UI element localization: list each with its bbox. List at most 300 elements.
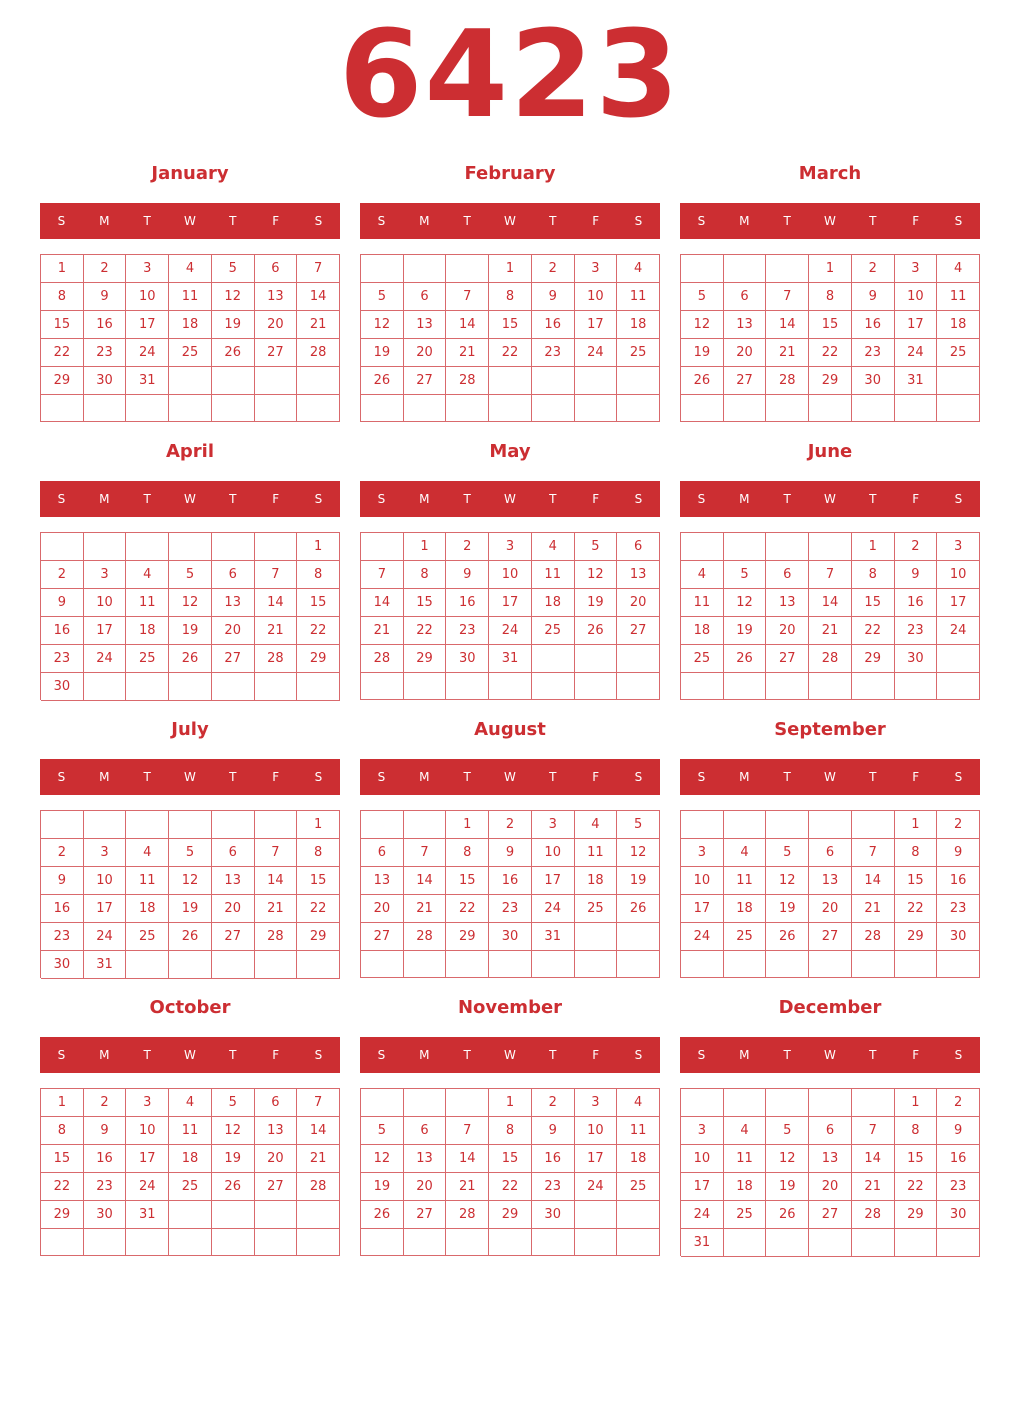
empty-cell bbox=[297, 1229, 340, 1256]
day-cell: 14 bbox=[766, 311, 809, 339]
day-cell: 13 bbox=[212, 867, 255, 895]
day-cell: 13 bbox=[404, 311, 447, 339]
day-cell: 10 bbox=[681, 1145, 724, 1173]
weekday-label: S bbox=[697, 770, 706, 784]
empty-cell bbox=[617, 1201, 660, 1229]
day-cell: 4 bbox=[724, 1117, 767, 1145]
day-cell: 19 bbox=[575, 589, 618, 617]
day-cell: 25 bbox=[126, 923, 169, 951]
empty-cell bbox=[489, 1229, 532, 1256]
day-cell: 5 bbox=[681, 283, 724, 311]
empty-cell bbox=[575, 923, 618, 951]
day-cell: 10 bbox=[126, 1117, 169, 1145]
day-cell: 26 bbox=[766, 1201, 809, 1229]
day-cell: 25 bbox=[126, 645, 169, 673]
day-cell: 25 bbox=[617, 339, 660, 367]
day-cell: 16 bbox=[937, 867, 980, 895]
day-cell: 6 bbox=[212, 839, 255, 867]
day-grid bbox=[360, 254, 660, 422]
day-cell: 4 bbox=[169, 255, 212, 283]
empty-cell bbox=[852, 811, 895, 839]
empty-cell bbox=[681, 673, 724, 700]
weekday-label: T bbox=[869, 214, 877, 228]
day-cell: 12 bbox=[212, 283, 255, 311]
weekday-label: S bbox=[634, 1048, 643, 1062]
day-cell: 11 bbox=[724, 867, 767, 895]
day-cell: 9 bbox=[84, 283, 127, 311]
day-cell: 19 bbox=[361, 339, 404, 367]
day-cell: 19 bbox=[766, 1173, 809, 1201]
empty-cell bbox=[361, 1229, 404, 1256]
day-cell: 19 bbox=[169, 617, 212, 645]
day-cell: 2 bbox=[84, 255, 127, 283]
weekday-label: T bbox=[229, 492, 237, 506]
day-cell: 30 bbox=[937, 1201, 980, 1229]
day-cell: 17 bbox=[681, 895, 724, 923]
day-cell: 27 bbox=[255, 339, 298, 367]
day-cell: 16 bbox=[84, 311, 127, 339]
day-cell: 1 bbox=[895, 811, 938, 839]
day-cell: 28 bbox=[404, 923, 447, 951]
day-cell: 7 bbox=[255, 561, 298, 589]
day-cell: 19 bbox=[724, 617, 767, 645]
empty-cell bbox=[169, 1229, 212, 1256]
weekday-header bbox=[680, 481, 980, 517]
day-cell: 23 bbox=[84, 339, 127, 367]
empty-cell bbox=[681, 1089, 724, 1117]
empty-cell bbox=[255, 811, 298, 839]
day-cell: 12 bbox=[681, 311, 724, 339]
empty-cell bbox=[766, 1229, 809, 1257]
day-cell: 13 bbox=[255, 1117, 298, 1145]
day-cell: 6 bbox=[255, 255, 298, 283]
empty-cell bbox=[766, 951, 809, 978]
day-cell: 27 bbox=[766, 645, 809, 673]
day-cell: 4 bbox=[126, 561, 169, 589]
day-cell: 12 bbox=[617, 839, 660, 867]
day-cell: 29 bbox=[41, 1201, 84, 1229]
day-cell: 28 bbox=[255, 923, 298, 951]
day-cell: 2 bbox=[532, 1089, 575, 1117]
day-cell: 23 bbox=[446, 617, 489, 645]
day-cell: 17 bbox=[489, 589, 532, 617]
day-cell: 20 bbox=[809, 1173, 852, 1201]
day-cell: 2 bbox=[41, 561, 84, 589]
day-cell: 20 bbox=[724, 339, 767, 367]
day-cell: 25 bbox=[617, 1173, 660, 1201]
day-cell: 28 bbox=[809, 645, 852, 673]
weekday-label: W bbox=[184, 492, 196, 506]
empty-cell bbox=[41, 533, 84, 561]
day-cell: 22 bbox=[852, 617, 895, 645]
empty-cell bbox=[169, 395, 212, 422]
day-cell: 21 bbox=[852, 1173, 895, 1201]
month-name: June bbox=[807, 441, 853, 462]
day-cell: 13 bbox=[255, 283, 298, 311]
day-cell: 9 bbox=[937, 839, 980, 867]
month-name: October bbox=[149, 997, 231, 1018]
day-cell: 9 bbox=[41, 867, 84, 895]
day-cell: 2 bbox=[532, 255, 575, 283]
empty-cell bbox=[575, 395, 618, 422]
day-cell: 1 bbox=[41, 1089, 84, 1117]
day-cell: 14 bbox=[255, 589, 298, 617]
day-cell: 7 bbox=[404, 839, 447, 867]
day-cell: 7 bbox=[809, 561, 852, 589]
day-cell: 19 bbox=[361, 1173, 404, 1201]
weekday-label: F bbox=[592, 770, 600, 784]
day-cell: 25 bbox=[937, 339, 980, 367]
day-cell: 11 bbox=[169, 1117, 212, 1145]
day-cell: 16 bbox=[532, 1145, 575, 1173]
empty-cell bbox=[852, 951, 895, 978]
day-cell: 10 bbox=[489, 561, 532, 589]
empty-cell bbox=[617, 367, 660, 395]
day-cell: 29 bbox=[852, 645, 895, 673]
day-cell: 15 bbox=[41, 311, 84, 339]
day-cell: 17 bbox=[575, 1145, 618, 1173]
day-cell: 29 bbox=[297, 923, 340, 951]
weekday-label: T bbox=[229, 770, 237, 784]
day-cell: 6 bbox=[361, 839, 404, 867]
empty-cell bbox=[169, 951, 212, 979]
day-cell: 11 bbox=[937, 283, 980, 311]
day-cell: 20 bbox=[255, 1145, 298, 1173]
empty-cell bbox=[489, 367, 532, 395]
day-grid bbox=[40, 1088, 340, 1256]
weekday-header bbox=[40, 481, 340, 517]
day-cell: 10 bbox=[84, 867, 127, 895]
empty-cell bbox=[169, 1201, 212, 1229]
weekday-label: M bbox=[739, 1048, 750, 1062]
day-cell: 24 bbox=[937, 617, 980, 645]
day-cell: 19 bbox=[212, 311, 255, 339]
empty-cell bbox=[809, 673, 852, 700]
empty-cell bbox=[361, 533, 404, 561]
empty-cell bbox=[41, 811, 84, 839]
day-cell: 23 bbox=[852, 339, 895, 367]
day-cell: 6 bbox=[404, 1117, 447, 1145]
weekday-label: W bbox=[504, 770, 516, 784]
empty-cell bbox=[255, 367, 298, 395]
day-cell: 9 bbox=[446, 561, 489, 589]
empty-cell bbox=[446, 673, 489, 700]
empty-cell bbox=[212, 673, 255, 701]
day-cell: 20 bbox=[361, 895, 404, 923]
day-cell: 23 bbox=[532, 1173, 575, 1201]
day-cell: 10 bbox=[937, 561, 980, 589]
day-cell: 21 bbox=[809, 617, 852, 645]
day-cell: 12 bbox=[766, 1145, 809, 1173]
empty-cell bbox=[766, 811, 809, 839]
weekday-label: S bbox=[954, 214, 963, 228]
weekday-label: W bbox=[824, 492, 836, 506]
day-cell: 13 bbox=[404, 1145, 447, 1173]
day-cell: 8 bbox=[895, 839, 938, 867]
empty-cell bbox=[212, 395, 255, 422]
empty-cell bbox=[937, 673, 980, 700]
day-cell: 11 bbox=[532, 561, 575, 589]
day-cell: 3 bbox=[575, 1089, 618, 1117]
day-cell: 20 bbox=[212, 895, 255, 923]
empty-cell bbox=[126, 533, 169, 561]
day-cell: 9 bbox=[852, 283, 895, 311]
day-cell: 20 bbox=[255, 311, 298, 339]
day-cell: 3 bbox=[532, 811, 575, 839]
weekday-header bbox=[360, 759, 660, 795]
weekday-label: T bbox=[783, 214, 791, 228]
month-name: September bbox=[774, 719, 886, 740]
weekday-label: T bbox=[143, 1048, 151, 1062]
weekday-label: T bbox=[143, 770, 151, 784]
day-cell: 29 bbox=[297, 645, 340, 673]
day-cell: 2 bbox=[41, 839, 84, 867]
empty-cell bbox=[297, 1201, 340, 1229]
empty-cell bbox=[809, 1089, 852, 1117]
day-cell: 18 bbox=[937, 311, 980, 339]
month-name: December bbox=[778, 997, 882, 1018]
weekday-label: S bbox=[314, 492, 323, 506]
empty-cell bbox=[895, 395, 938, 422]
day-cell: 18 bbox=[724, 1173, 767, 1201]
weekday-label: F bbox=[592, 1048, 600, 1062]
day-cell: 15 bbox=[852, 589, 895, 617]
weekday-label: M bbox=[419, 214, 430, 228]
empty-cell bbox=[617, 923, 660, 951]
empty-cell bbox=[446, 1229, 489, 1256]
day-cell: 21 bbox=[404, 895, 447, 923]
day-cell: 29 bbox=[404, 645, 447, 673]
empty-cell bbox=[852, 395, 895, 422]
day-cell: 24 bbox=[532, 895, 575, 923]
day-cell: 28 bbox=[852, 1201, 895, 1229]
day-cell: 26 bbox=[212, 1173, 255, 1201]
day-cell: 14 bbox=[809, 589, 852, 617]
day-cell: 26 bbox=[361, 1201, 404, 1229]
day-cell: 28 bbox=[361, 645, 404, 673]
day-cell: 23 bbox=[937, 1173, 980, 1201]
empty-cell bbox=[532, 367, 575, 395]
day-cell: 9 bbox=[895, 561, 938, 589]
year-title: 6423 bbox=[339, 6, 681, 145]
day-cell: 12 bbox=[169, 867, 212, 895]
empty-cell bbox=[937, 1229, 980, 1257]
weekday-label: T bbox=[463, 214, 471, 228]
day-cell: 22 bbox=[489, 1173, 532, 1201]
day-cell: 31 bbox=[532, 923, 575, 951]
day-cell: 2 bbox=[895, 533, 938, 561]
weekday-label: T bbox=[783, 1048, 791, 1062]
day-cell: 26 bbox=[681, 367, 724, 395]
day-cell: 15 bbox=[297, 867, 340, 895]
day-cell: 12 bbox=[361, 311, 404, 339]
empty-cell bbox=[212, 1229, 255, 1256]
empty-cell bbox=[404, 1089, 447, 1117]
empty-cell bbox=[809, 811, 852, 839]
empty-cell bbox=[361, 811, 404, 839]
day-cell: 4 bbox=[575, 811, 618, 839]
empty-cell bbox=[809, 951, 852, 978]
weekday-label: M bbox=[419, 1048, 430, 1062]
day-cell: 5 bbox=[766, 839, 809, 867]
day-cell: 2 bbox=[937, 811, 980, 839]
day-cell: 11 bbox=[169, 283, 212, 311]
day-cell: 28 bbox=[852, 923, 895, 951]
day-cell: 17 bbox=[126, 1145, 169, 1173]
day-cell: 5 bbox=[169, 839, 212, 867]
day-cell: 26 bbox=[617, 895, 660, 923]
day-cell: 14 bbox=[852, 1145, 895, 1173]
weekday-header bbox=[680, 1037, 980, 1073]
empty-cell bbox=[212, 367, 255, 395]
day-cell: 27 bbox=[255, 1173, 298, 1201]
day-cell: 2 bbox=[937, 1089, 980, 1117]
day-cell: 16 bbox=[937, 1145, 980, 1173]
weekday-label: T bbox=[549, 1048, 557, 1062]
empty-cell bbox=[404, 395, 447, 422]
day-cell: 13 bbox=[809, 1145, 852, 1173]
weekday-label: W bbox=[504, 1048, 516, 1062]
empty-cell bbox=[297, 673, 340, 701]
day-cell: 4 bbox=[617, 1089, 660, 1117]
empty-cell bbox=[575, 367, 618, 395]
weekday-label: F bbox=[272, 214, 280, 228]
month-name: July bbox=[171, 719, 209, 740]
day-cell: 18 bbox=[126, 895, 169, 923]
day-cell: 8 bbox=[895, 1117, 938, 1145]
day-cell: 21 bbox=[446, 339, 489, 367]
day-cell: 27 bbox=[809, 923, 852, 951]
day-cell: 9 bbox=[489, 839, 532, 867]
day-cell: 27 bbox=[617, 617, 660, 645]
weekday-header bbox=[360, 1037, 660, 1073]
empty-cell bbox=[575, 951, 618, 978]
day-cell: 6 bbox=[766, 561, 809, 589]
day-cell: 10 bbox=[84, 589, 127, 617]
day-cell: 22 bbox=[297, 895, 340, 923]
day-cell: 22 bbox=[489, 339, 532, 367]
empty-cell bbox=[766, 673, 809, 700]
day-cell: 26 bbox=[169, 645, 212, 673]
day-cell: 20 bbox=[617, 589, 660, 617]
weekday-label: S bbox=[314, 770, 323, 784]
day-cell: 20 bbox=[809, 895, 852, 923]
day-cell: 30 bbox=[84, 1201, 127, 1229]
day-cell: 3 bbox=[84, 561, 127, 589]
day-cell: 20 bbox=[404, 339, 447, 367]
day-cell: 23 bbox=[489, 895, 532, 923]
empty-cell bbox=[489, 673, 532, 700]
empty-cell bbox=[489, 395, 532, 422]
empty-cell bbox=[404, 811, 447, 839]
month-name: March bbox=[798, 163, 862, 184]
day-cell: 5 bbox=[361, 283, 404, 311]
empty-cell bbox=[895, 1229, 938, 1257]
day-cell: 12 bbox=[361, 1145, 404, 1173]
empty-cell bbox=[617, 645, 660, 673]
empty-cell bbox=[575, 673, 618, 700]
weekday-label: S bbox=[377, 1048, 386, 1062]
day-cell: 25 bbox=[532, 617, 575, 645]
weekday-label: T bbox=[549, 492, 557, 506]
day-cell: 1 bbox=[489, 1089, 532, 1117]
day-cell: 19 bbox=[766, 895, 809, 923]
empty-cell bbox=[681, 395, 724, 422]
day-grid bbox=[360, 532, 660, 700]
day-cell: 21 bbox=[852, 895, 895, 923]
day-cell: 15 bbox=[809, 311, 852, 339]
day-cell: 20 bbox=[404, 1173, 447, 1201]
weekday-label: S bbox=[57, 770, 66, 784]
empty-cell bbox=[766, 533, 809, 561]
day-cell: 25 bbox=[724, 1201, 767, 1229]
weekday-label: S bbox=[377, 770, 386, 784]
day-cell: 29 bbox=[446, 923, 489, 951]
empty-cell bbox=[446, 255, 489, 283]
empty-cell bbox=[809, 533, 852, 561]
weekday-label: S bbox=[57, 1048, 66, 1062]
empty-cell bbox=[617, 395, 660, 422]
day-cell: 16 bbox=[84, 1145, 127, 1173]
month-name: January bbox=[151, 163, 229, 184]
day-cell: 25 bbox=[575, 895, 618, 923]
day-cell: 22 bbox=[41, 1173, 84, 1201]
empty-cell bbox=[84, 1229, 127, 1256]
day-cell: 8 bbox=[41, 1117, 84, 1145]
day-cell: 15 bbox=[895, 1145, 938, 1173]
day-cell: 6 bbox=[404, 283, 447, 311]
month-name: May bbox=[489, 441, 531, 462]
empty-cell bbox=[575, 1229, 618, 1256]
day-grid bbox=[360, 810, 660, 978]
day-cell: 14 bbox=[297, 283, 340, 311]
day-grid bbox=[40, 254, 340, 422]
day-grid bbox=[360, 1088, 660, 1256]
empty-cell bbox=[532, 1229, 575, 1256]
day-cell: 1 bbox=[297, 811, 340, 839]
empty-cell bbox=[617, 673, 660, 700]
day-cell: 23 bbox=[41, 923, 84, 951]
empty-cell bbox=[575, 645, 618, 673]
day-cell: 28 bbox=[446, 1201, 489, 1229]
day-cell: 16 bbox=[41, 895, 84, 923]
empty-cell bbox=[41, 395, 84, 422]
empty-cell bbox=[404, 1229, 447, 1256]
day-grid bbox=[680, 532, 980, 700]
weekday-header bbox=[680, 203, 980, 239]
day-cell: 16 bbox=[852, 311, 895, 339]
day-cell: 2 bbox=[489, 811, 532, 839]
weekday-label: T bbox=[549, 770, 557, 784]
day-cell: 30 bbox=[532, 1201, 575, 1229]
day-cell: 8 bbox=[297, 839, 340, 867]
empty-cell bbox=[766, 255, 809, 283]
empty-cell bbox=[724, 395, 767, 422]
empty-cell bbox=[724, 951, 767, 978]
day-cell: 21 bbox=[255, 895, 298, 923]
weekday-label: S bbox=[697, 492, 706, 506]
weekday-header bbox=[360, 203, 660, 239]
day-cell: 7 bbox=[446, 283, 489, 311]
day-cell: 5 bbox=[575, 533, 618, 561]
weekday-label: W bbox=[824, 1048, 836, 1062]
day-cell: 10 bbox=[575, 283, 618, 311]
day-cell: 16 bbox=[895, 589, 938, 617]
day-grid bbox=[40, 532, 340, 700]
day-cell: 28 bbox=[446, 367, 489, 395]
weekday-label: S bbox=[377, 214, 386, 228]
day-cell: 8 bbox=[809, 283, 852, 311]
